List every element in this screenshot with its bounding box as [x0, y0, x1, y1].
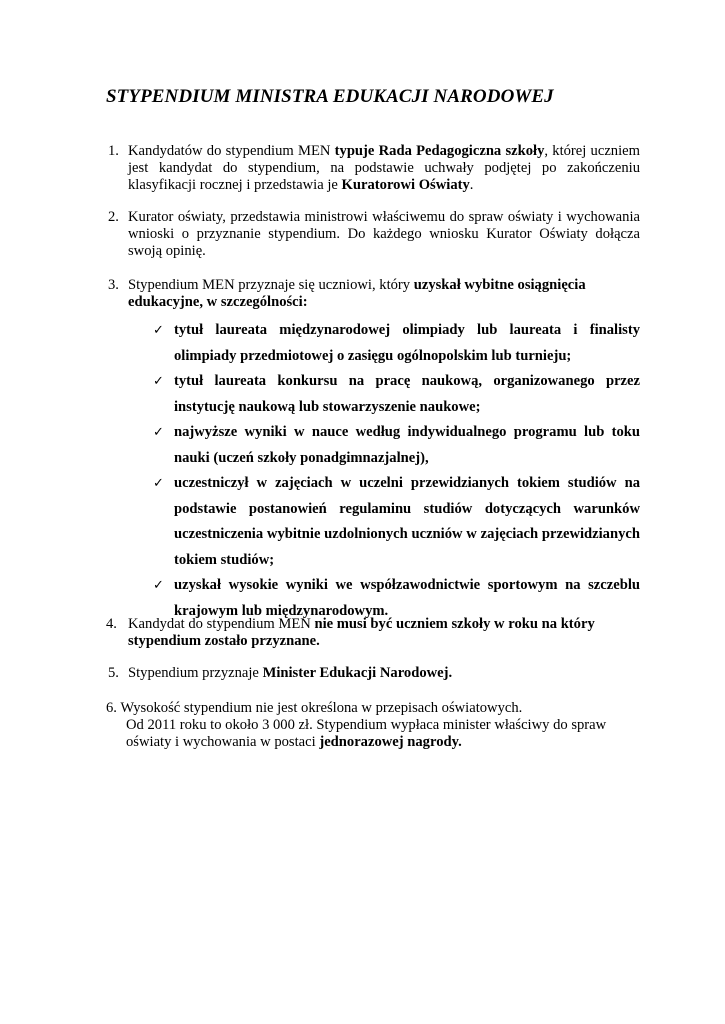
bold-text: typuje Rada Pedagogiczna szkoły [334, 143, 545, 159]
text-run: Od 2011 roku to około 3 000 zł. Stypendium wypłaca minister właściwy do spraw oświaty i wychowania w postaci [126, 717, 607, 750]
achievement-item-4 [153, 471, 640, 573]
bold-text: Kuratorowi Oświaty [341, 177, 470, 193]
item-text-continuation [126, 717, 624, 751]
list-item-6 [106, 700, 646, 751]
item-number: 5. [108, 665, 119, 681]
item-number: 1. [108, 143, 119, 159]
item-number: 4. [106, 616, 117, 632]
item-text [128, 277, 640, 311]
item-number: 2. [108, 209, 119, 225]
text-run: , której uczniem jest kandydat do stypendium, na podstawie uchwały podjętej po zakończeniu klasyfikacji rocznej i przedstawia je [128, 143, 640, 193]
text-run: Stypendium MEN przyznaje się uczniowi, który [128, 277, 414, 293]
achievement-item-1 [153, 318, 640, 369]
bold-text: uzyskał wybitne osiągnięcia edukacyjne, w szczególności: [128, 277, 586, 310]
text-run: Stypendium przyznaje [128, 665, 263, 681]
item-text [128, 616, 638, 650]
text-run: Kandydatów do stypendium MEN [128, 143, 335, 159]
list-item-3 [108, 277, 640, 311]
list-item-1 [108, 143, 640, 194]
bold-text: Minister Edukacji Narodowej. [262, 665, 453, 681]
bold-text: jednorazowej nagrody. [319, 734, 462, 750]
item-text: Kurator oświaty, przedstawia ministrowi właściwemu do spraw oświaty i wychowania wnioski o przyznanie stypendium. Do każdego wniosku Kurator Oświaty dołącza swoją opinię. [128, 209, 640, 259]
achievement-text: uczestniczył w zajęciach w uczelni przewidzianych tokiem studiów na podstawie postanowień regulaminu studiów dotyczących warunków uczestniczenia wybitnie uzdolnionych uczniów w zajęciach przewidzianych tokiem studiów; [174, 475, 640, 568]
page-title: STYPENDIUM MINISTRA EDUKACJI NARODOWEJ [106, 86, 554, 107]
bold-text: nie musi być uczniem szkoły w roku na który stypendium zostało przyznane. [128, 616, 595, 649]
checkmark-icon: ✓ [153, 374, 164, 389]
achievement-item-3 [153, 420, 640, 471]
list-item-5 [108, 665, 640, 682]
text-run: Kandydat do stypendium MEN [128, 616, 315, 632]
achievement-text: tytuł laureata konkursu na pracę naukową, organizowanego przez instytucję naukową lub stowarzyszenie naukowe; [174, 373, 640, 415]
text-run: . [469, 177, 474, 193]
item-number: 3. [108, 277, 119, 293]
item-text [128, 665, 640, 682]
item-text-line-1: 6. Wysokość stypendium nie jest określona w przepisach oświatowych. [106, 700, 523, 716]
checkmark-icon: ✓ [153, 425, 164, 440]
list-item-4 [106, 616, 638, 650]
checkmark-icon: ✓ [153, 476, 164, 491]
checkmark-icon: ✓ [153, 323, 164, 338]
achievement-item-2 [153, 369, 640, 420]
list-item-2 [108, 209, 640, 260]
checkmark-icon: ✓ [153, 578, 164, 593]
item-text [128, 143, 640, 194]
achievement-text: tytuł laureata międzynarodowej olimpiady lub laureata i finalisty olimpiady przedmiotowej o zasięgu ogólnopolskim lub turnieju; [174, 322, 640, 364]
achievement-text: uzyskał wysokie wyniki we współzawodnictwie sportowym na szczeblu krajowym lub międzynarodowym. [174, 577, 640, 619]
achievement-text: najwyższe wyniki w nauce według indywidualnego programu lub toku nauki (uczeń szkoły ponadgimnazjalnej), [174, 424, 640, 466]
